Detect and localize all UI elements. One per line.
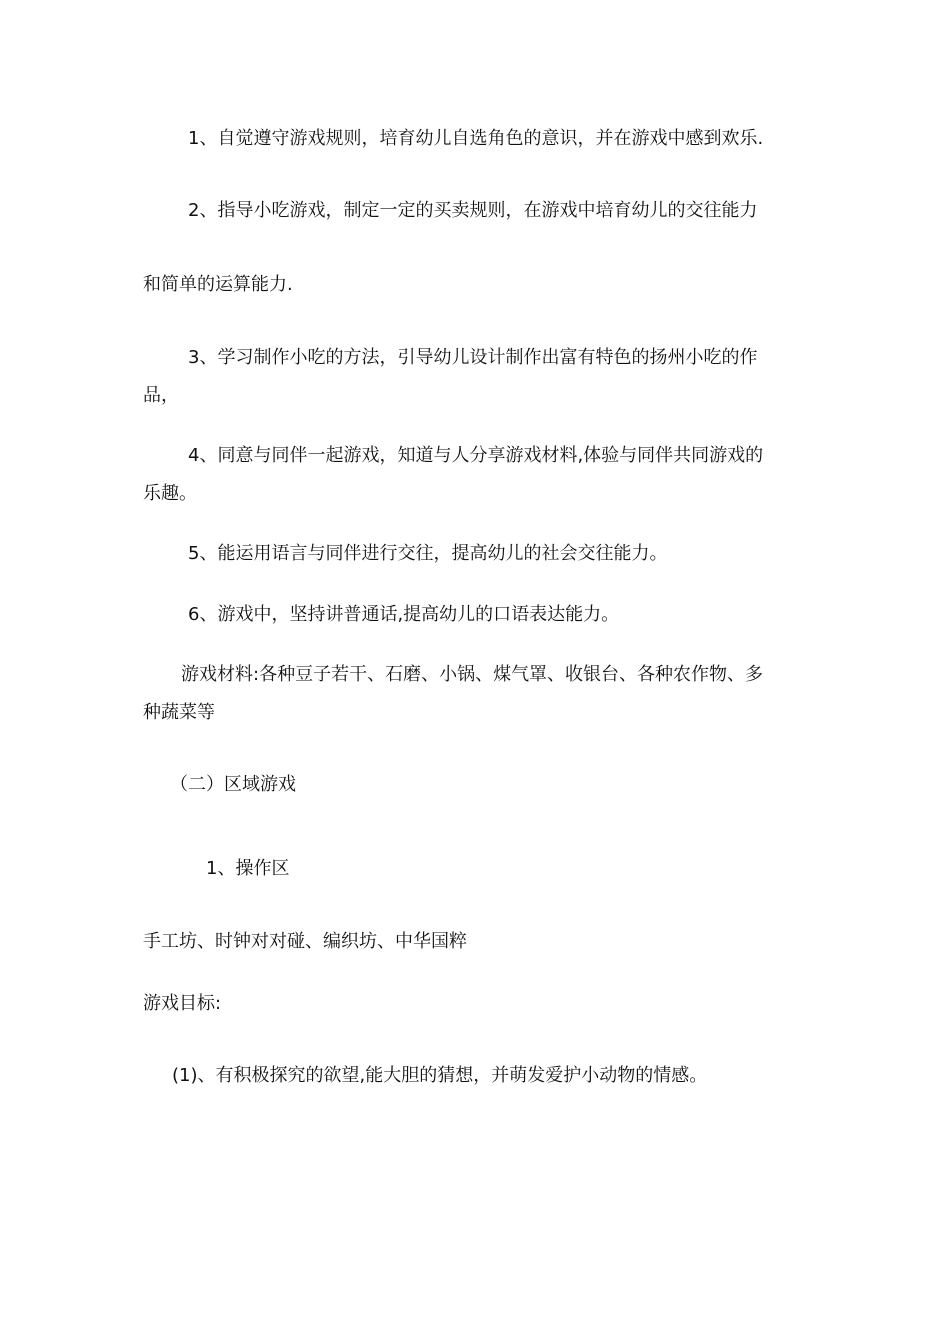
goal-item-1: 1、自觉遵守游戏规则，培育幼儿自选角色的意识，并在游戏中感到欢乐. (188, 128, 764, 149)
goal-item-5: 5、能运用语言与同伴进行交往，提高幼儿的社会交往能力。 (188, 543, 668, 564)
goal-item-3-continuation: 品， (143, 385, 179, 406)
materials-line-2: 种蔬菜等 (143, 702, 215, 723)
goal-label: 游戏目标: (143, 993, 222, 1014)
area-goal-item-1: (1)、有积极探究的欲望,能大胆的猜想，并萌发爱护小动物的情感。 (172, 1065, 708, 1086)
goal-item-2: 2、指导小吃游戏，制定一定的买卖规则，在游戏中培育幼儿的交往能力 (188, 200, 758, 221)
operation-areas: 手工坊、时钟对对碰、编织坊、中华国粹 (143, 931, 467, 952)
goal-item-3: 3、学习制作小吃的方法，引导幼儿设计制作出富有特色的扬州小吃的作 (188, 347, 758, 368)
goal-item-4-continuation: 乐趣。 (143, 483, 197, 504)
goal-item-6: 6、游戏中，坚持讲普通话,提高幼儿的口语表达能力。 (188, 604, 620, 625)
subsection-heading: 1、操作区 (206, 858, 290, 879)
section-heading: （二）区域游戏 (170, 774, 296, 795)
materials-line-1: 游戏材料:各种豆子若干、石磨、小锅、煤气罩、收银台、各种农作物、多 (181, 664, 764, 685)
goal-item-2-continuation: 和简单的运算能力. (143, 274, 293, 295)
goal-item-4: 4、同意与同伴一起游戏，知道与人分享游戏材料,体验与同伴共同游戏的 (188, 445, 764, 466)
